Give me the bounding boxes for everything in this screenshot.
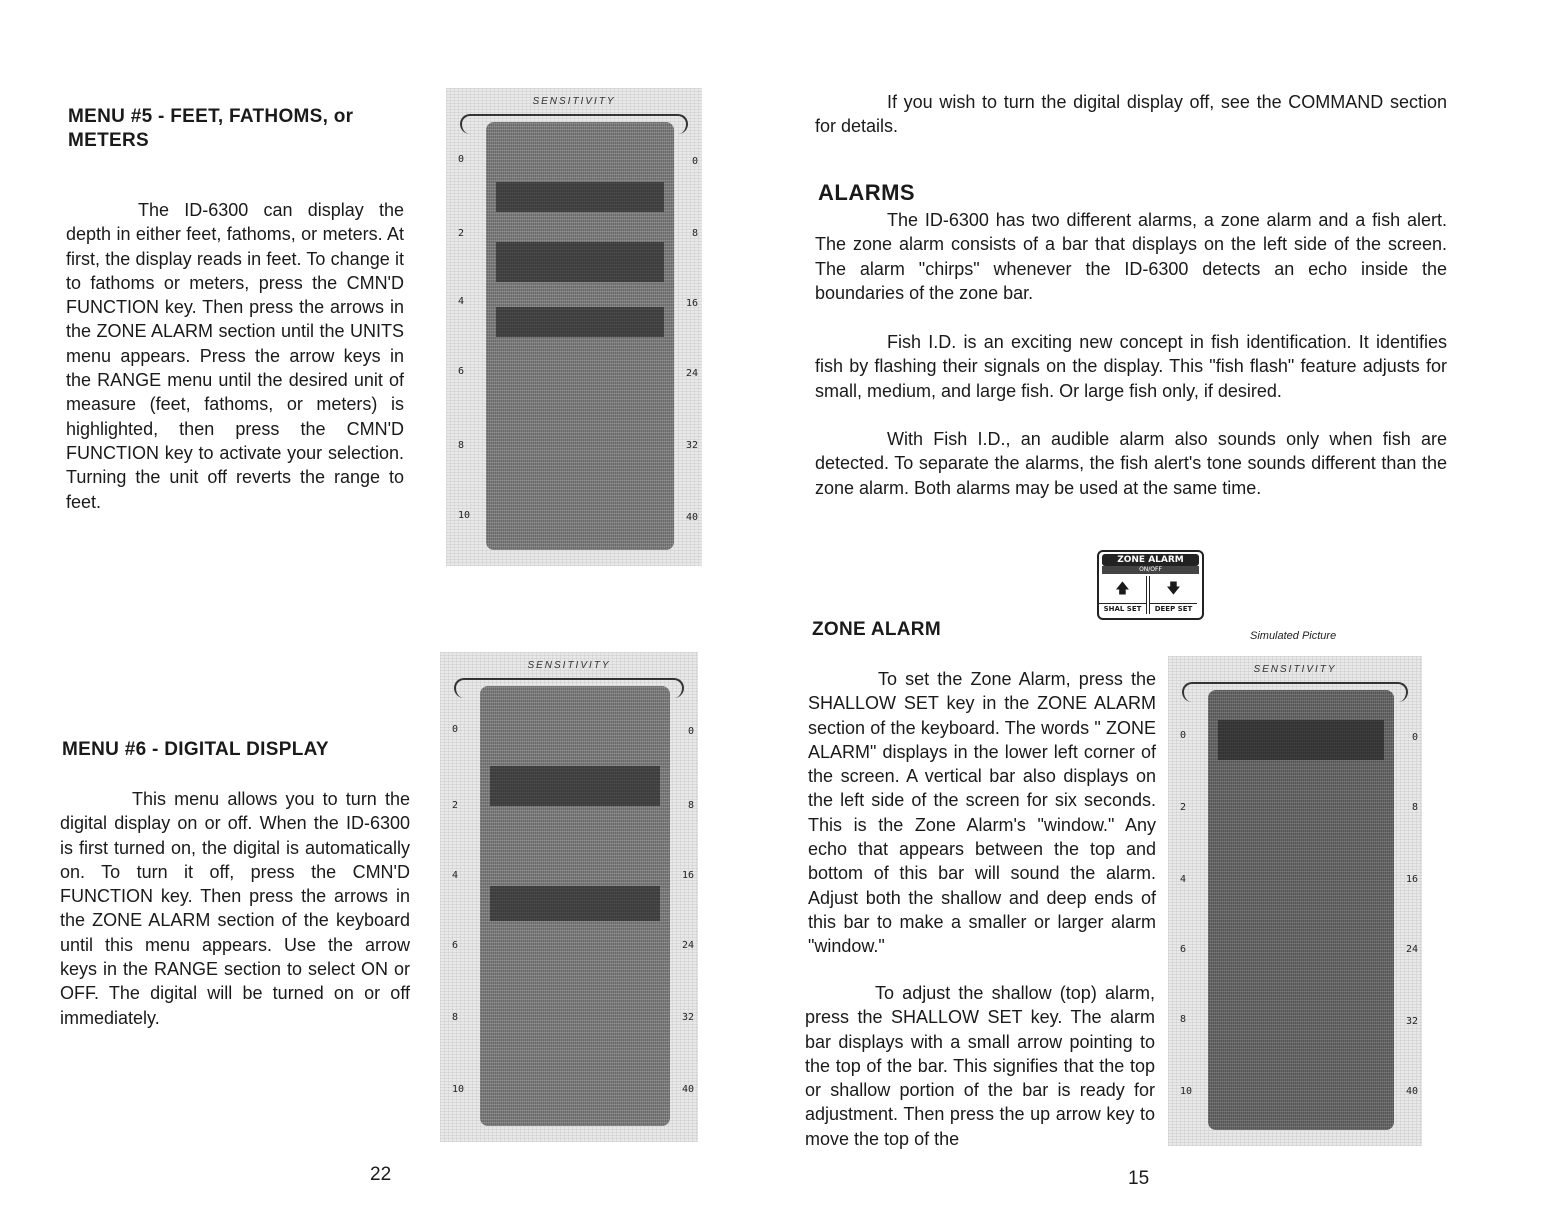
depth-tick-left: 2 bbox=[1180, 802, 1187, 813]
depth-tick-left: 10 bbox=[452, 1084, 465, 1095]
depth-tick-right: 40 bbox=[1405, 1086, 1418, 1097]
zone-alarm-paragraph-2: To adjust the shallow (top) alarm, press the SHALLOW SET key. The alarm bar displays with a small arrow pointing to the top of the bar. This signifies that the top or shallow portion of the bar is ready for adjustment. Then press the up arrow key to move the top of the bbox=[805, 983, 1155, 1149]
menu5-title bbox=[68, 105, 408, 153]
zone-alarm-paragraph-1: To set the Zone Alarm, press the SHALLOW SET key in the ZONE ALARM section of the keyboard. The words " ZONE ALARM" displays in the lower left corner of the screen. A vertical bar also displays on the left side of the screen for six seconds. This is the Zone Alarm's "window." Any echo that appears between the top and bottom of this bar will sound the alarm. Adjust both the shallow and deep ends of this bar to make a smaller or larger alarm "window." bbox=[808, 669, 1156, 957]
depth-tick-right: 16 bbox=[685, 298, 698, 309]
sonar-screen-zone-alarm bbox=[1168, 656, 1422, 1146]
depth-tick-left: 6 bbox=[1180, 944, 1187, 955]
screen-display bbox=[486, 122, 674, 550]
depth-tick-left: 2 bbox=[452, 800, 459, 811]
keypad-subtitle: ON/OFF bbox=[1102, 566, 1199, 574]
depth-tick-right: 40 bbox=[681, 1084, 694, 1095]
screen-display bbox=[1208, 690, 1394, 1130]
alarms-heading: ALARMS bbox=[818, 180, 916, 205]
depth-tick-right: 8 bbox=[691, 228, 698, 239]
menu-band bbox=[496, 182, 664, 212]
shallow-set-key bbox=[1099, 576, 1147, 614]
menu6-title: MENU #6 - DIGITAL DISPLAY bbox=[62, 739, 329, 760]
alarms-paragraph-2: Fish I.D. is an exciting new concept in fish identification. It identifies fish by flashing their signals on the display. This "fish flash" feature adjusts for small, medium, and large fish. Or large fish only, if desired. bbox=[815, 332, 1447, 401]
right-page-number: 15 bbox=[1128, 1168, 1150, 1189]
depth-tick-left: 10 bbox=[458, 510, 471, 521]
simulated-picture-caption: Simulated Picture bbox=[1250, 630, 1337, 642]
menu5-body: The ID-6300 can display the depth in either feet, fathoms, or meters. At first, the display reads in feet. To change it to fathoms or meters, press the CMN'D FUNCTION key. Then press the arrows in the ZONE ALARM section until the UNITS menu appears. Press the arrow keys in the RANGE menu until the desired unit of measure (feet, fathoms, or meters) is highlighted, then press the CMN'D FUNCTION key to activate your selection. Turning the unit off reverts the range to feet. bbox=[66, 200, 404, 512]
zone-alarm-heading: ZONE ALARM bbox=[812, 619, 941, 640]
screen-display bbox=[480, 686, 670, 1126]
depth-tick-right: 32 bbox=[1405, 1016, 1418, 1027]
depth-tick-left: 8 bbox=[452, 1012, 459, 1023]
depth-tick-right: 8 bbox=[687, 800, 694, 811]
menu5-title-line2: METERS bbox=[68, 130, 149, 151]
depth-tick-left: 0 bbox=[1180, 730, 1187, 741]
depth-tick-left: 4 bbox=[458, 296, 465, 307]
menu-band bbox=[490, 886, 660, 921]
depth-tick-right: 32 bbox=[681, 1012, 694, 1023]
depth-tick-left: 10 bbox=[1180, 1086, 1193, 1097]
menu5-title-line1: MENU #5 - FEET, FATHOMS, or bbox=[68, 106, 354, 127]
depth-tick-right: 0 bbox=[687, 726, 694, 737]
down-arrow-icon: 🡇 bbox=[1166, 581, 1181, 597]
depth-tick-left: 2 bbox=[458, 228, 465, 239]
sonar-screen-digital-menu bbox=[440, 652, 698, 1142]
depth-tick-right: 0 bbox=[1411, 732, 1418, 743]
depth-tick-right: 8 bbox=[1411, 802, 1418, 813]
depth-tick-right: 16 bbox=[1405, 874, 1418, 885]
zone-alarm-keypad bbox=[1097, 550, 1204, 620]
depth-tick-left: 8 bbox=[458, 440, 465, 451]
keypad-title: ZONE ALARM bbox=[1102, 554, 1199, 566]
depth-tick-right: 24 bbox=[685, 368, 698, 379]
sensitivity-label: SENSITIVITY bbox=[532, 96, 616, 107]
sensitivity-label: SENSITIVITY bbox=[527, 660, 611, 671]
digital-off-note: If you wish to turn the digital display off, see the COMMAND section for details. bbox=[815, 92, 1447, 137]
depth-tick-right: 0 bbox=[691, 156, 698, 167]
depth-tick-left: 6 bbox=[458, 366, 465, 377]
menu6-body: This menu allows you to turn the digital display on or off. When the ID-6300 is first turned on, the digital is automatically on. To turn it off, press the CMN'D FUNCTION key. Then press the arrows in the ZONE ALARM section of the keyboard until this menu appears. Use the arrow keys in the RANGE section to select ON or OFF. The digital will be turned on or off immediately. bbox=[60, 789, 410, 1028]
sensitivity-label: SENSITIVITY bbox=[1253, 664, 1337, 675]
deep-set-label: DEEP SET bbox=[1150, 603, 1197, 614]
menu-band bbox=[496, 242, 664, 282]
depth-tick-left: 4 bbox=[1180, 874, 1187, 885]
left-page-number: 22 bbox=[370, 1164, 392, 1185]
depth-tick-right: 16 bbox=[681, 870, 694, 881]
depth-tick-left: 6 bbox=[452, 940, 459, 951]
sonar-screen-units-menu bbox=[446, 88, 702, 566]
depth-tick-left: 8 bbox=[1180, 1014, 1187, 1025]
up-arrow-icon: 🡅 bbox=[1115, 581, 1130, 597]
depth-tick-right: 32 bbox=[685, 440, 698, 451]
depth-tick-right: 40 bbox=[685, 512, 698, 523]
deep-set-key bbox=[1149, 576, 1197, 614]
depth-tick-left: 0 bbox=[452, 724, 459, 735]
depth-tick-right: 24 bbox=[1405, 944, 1418, 955]
shallow-set-label: SHAL SET bbox=[1099, 603, 1146, 614]
menu-band bbox=[1218, 720, 1384, 760]
depth-tick-right: 24 bbox=[681, 940, 694, 951]
depth-tick-left: 4 bbox=[452, 870, 459, 881]
menu-band bbox=[490, 766, 660, 806]
alarms-paragraph-1: The ID-6300 has two different alarms, a zone alarm and a fish alert. The zone alarm consists of a bar that displays on the left side of the screen. The alarm "chirps" whenever the ID-6300 detects an echo inside the boundaries of the zone bar. bbox=[815, 210, 1447, 303]
alarms-paragraph-3: With Fish I.D., an audible alarm also sounds only when fish are detected. To separate the alarms, the fish alert's tone sounds different than the zone alarm. Both alarms may be used at the same time. bbox=[815, 429, 1447, 498]
depth-tick-left: 0 bbox=[458, 154, 465, 165]
menu-band bbox=[496, 307, 664, 337]
